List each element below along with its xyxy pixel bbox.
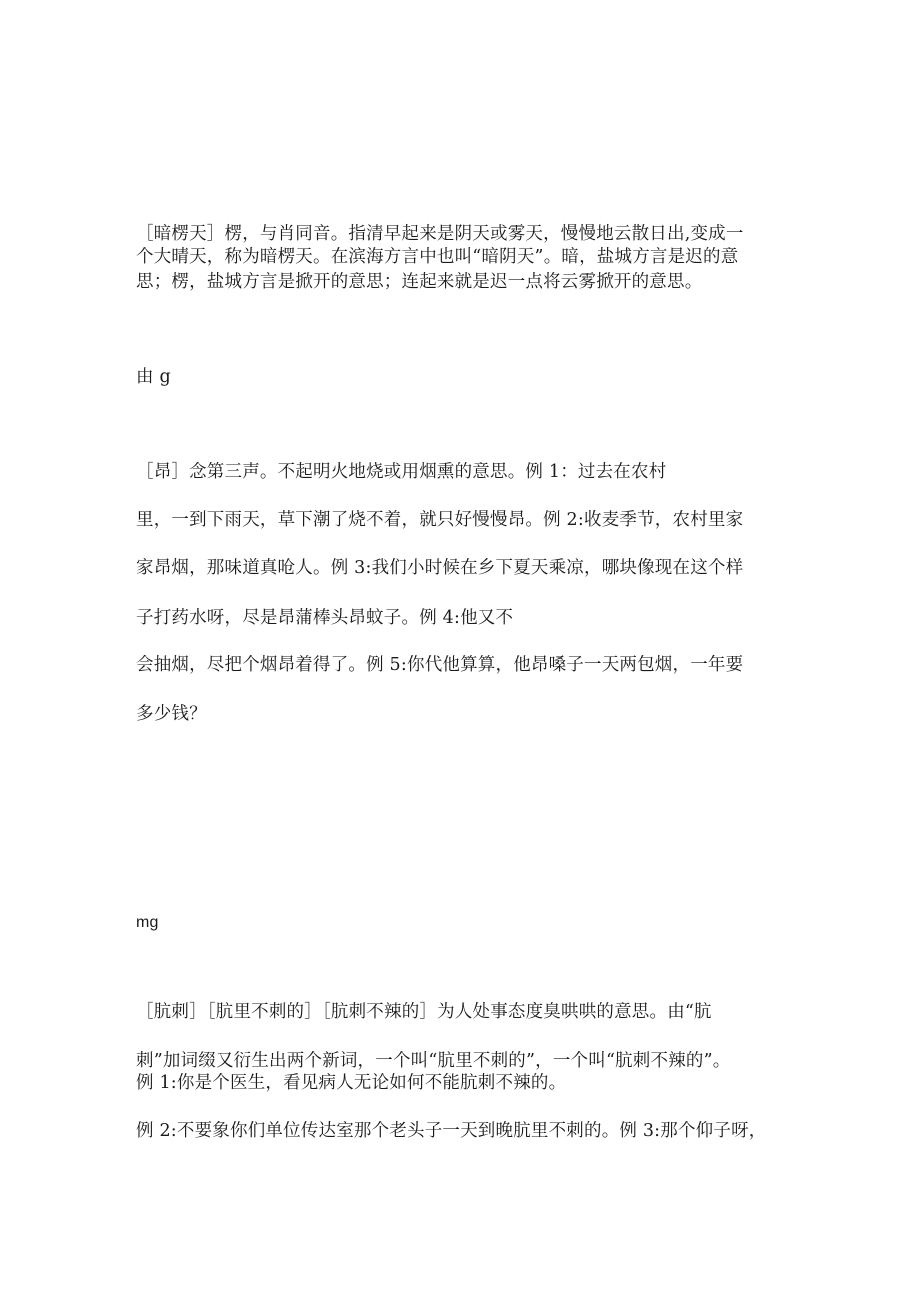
- entry-anlao-line-1: ［暗楞天］楞，与肖同音。指清早起来是阴天或雾天，慢慢地云散日出,变成一: [136, 224, 744, 244]
- entry-anlao-line-2: 个大晴天，称为暗楞天。在滨海方言中也叫“暗阴天”。暗，盐城方言是迟的意: [136, 247, 739, 267]
- entry-ang-line-3: 家昂烟，那味道真呛人。例 3:我们小时候在乡下夏天乘凉，哪块像现在这个样: [136, 558, 744, 578]
- section-heading-g: 由 g: [136, 367, 171, 387]
- entry-ang-line-6: 多少钱？: [136, 704, 207, 724]
- section-heading-mg: mg: [136, 914, 159, 931]
- entry-ang-line-5: 会抽烟，尽把个烟昂着得了。例 5:你代他算算，他昂嗓子一天两包烟，一年要: [136, 655, 744, 675]
- entry-ang-line-2: 里，一到下雨天，草下潮了烧不着，就只好慢慢昂。例 2:收麦季节，农村里家: [136, 510, 744, 530]
- entry-ang-line-1: ［昂］念第三声。不起明火地烧或用烟熏的意思。例 1：过去在农村: [136, 462, 667, 482]
- entry-ang-line-4: 子打药水呀，尽是昂蒲棒头昂蚊子。例 4:他又不: [136, 608, 514, 628]
- entry-anlao-line-3: 思；楞，盐城方言是掀开的意思；连起来就是迟一点将云雾掀开的意思。: [136, 272, 703, 292]
- entry-hangci-line-3: 例 1:你是个医生，看见病人无论如何不能肮刺不辣的。: [136, 1073, 567, 1093]
- entry-hangci-line-1: ［肮刺］［肮里不刺的］［肮刺不辣的］为人处事态度臭哄哄的意思。由“肮: [136, 1002, 712, 1022]
- entry-hangci-line-4: 例 2:不要象你们单位传达室那个老头子一天到晚肮里不刺的。例 3:那个仰子呀，: [136, 1121, 767, 1141]
- entry-hangci-line-2: 刺”加词缀又衍生出两个新词，一个叫“肮里不刺的”，一个叫“肮刺不辣的”。: [136, 1051, 731, 1071]
